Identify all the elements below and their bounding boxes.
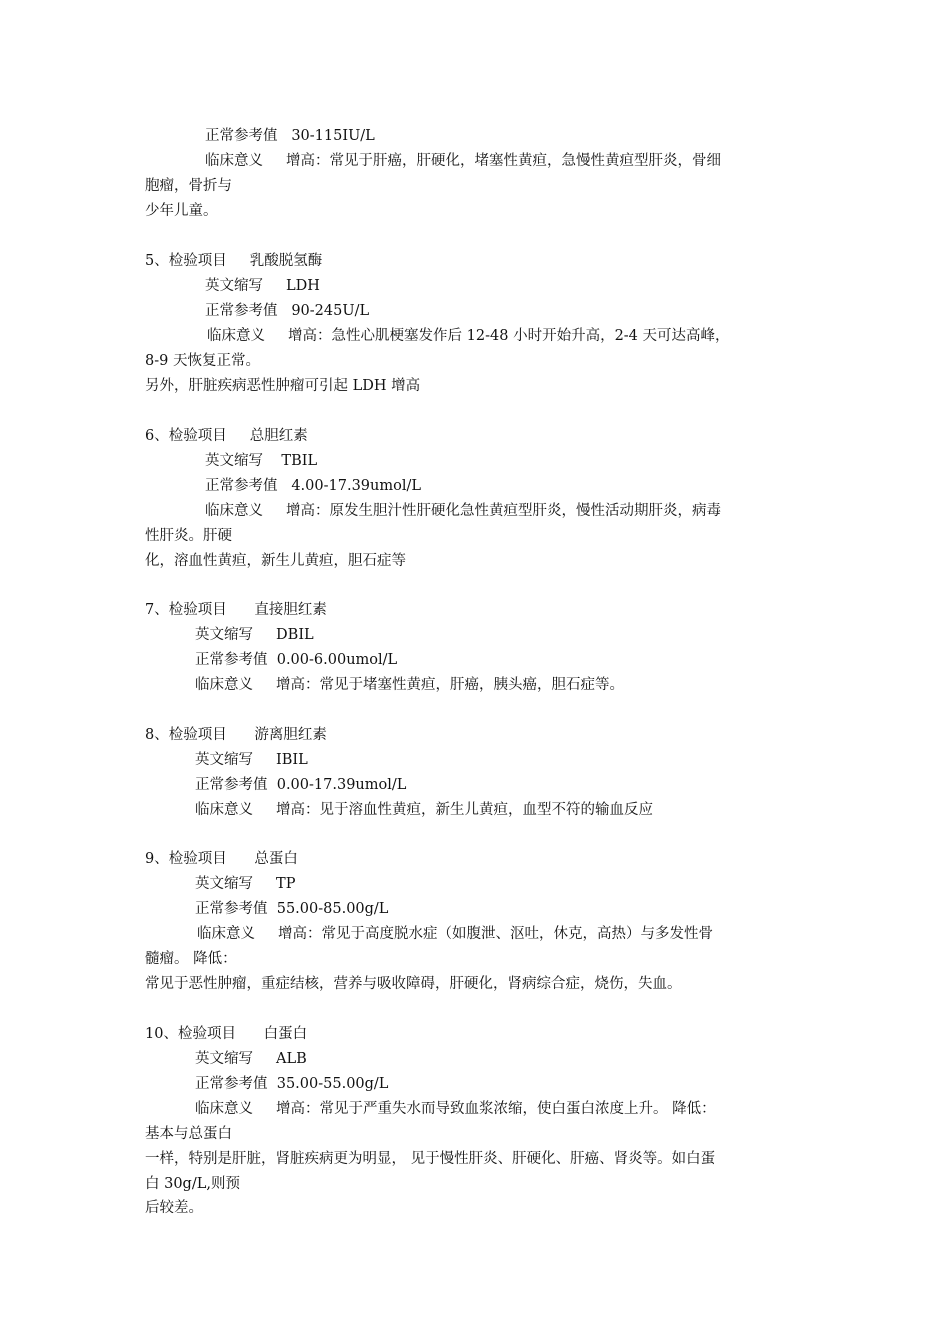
text-line: 8-9 天恢复正常。 [145, 353, 260, 369]
section-heading: 6、检验项目 总胆红素 [145, 428, 308, 444]
text-line: 胞瘤，骨折与 [145, 178, 232, 194]
text-line: 一样，特别是肝脏，肾脏疾病更为明显， 见于慢性肝炎、肝硬化、肝癌、肾炎等。如白蛋 [145, 1151, 716, 1167]
text-line: 英文缩写 LDH [205, 278, 320, 294]
text-line: 正常参考值 90-245U/L [205, 303, 370, 319]
text-line: 白 30g/L,则预 [145, 1176, 240, 1192]
section-heading: 5、检验项目 乳酸脱氢酶 [145, 253, 323, 269]
text-line: 英文缩写 TBIL [205, 453, 318, 469]
text-line: 基本与总蛋白 [145, 1126, 232, 1142]
text-line: 临床意义 增高：常见于肝癌，肝硬化，堵塞性黄疸，急慢性黄疸型肝炎，骨细 [205, 153, 722, 169]
text-line: 英文缩写 TP [195, 876, 296, 892]
text-line: 临床意义 增高：急性心肌梗塞发作后 12-48 小时开始升高，2-4 天可达高峰， [207, 328, 730, 344]
section-heading: 10、检验项目 白蛋白 [145, 1026, 308, 1042]
text-line: 英文缩写 DBIL [195, 627, 314, 643]
text-line: 化，溶血性黄疸，新生儿黄疸，胆石症等 [145, 553, 406, 569]
text-line: 另外，肝脏疾病恶性肿瘤可引起 LDH 增高 [145, 378, 421, 394]
text-line: 英文缩写 ALB [195, 1051, 307, 1067]
text-line: 临床意义 增高：原发生胆汁性肝硬化急性黄疸型肝炎，慢性活动期肝炎，病毒 [205, 503, 722, 519]
text-line: 髓瘤。 降低： [145, 951, 237, 967]
text-line: 少年儿童。 [145, 203, 218, 219]
text-line: 性肝炎。肝硬 [145, 528, 232, 544]
text-line: 正常参考值 0.00-6.00umol/L [195, 652, 398, 668]
text-line: 临床意义 增高：常见于堵塞性黄疸，肝癌，胰头癌，胆石症等。 [195, 677, 625, 693]
text-line: 临床意义 增高：常见于严重失水而导致血浆浓缩，使白蛋白浓度上升。 降低： [195, 1101, 716, 1117]
section-heading: 7、检验项目 直接胆红素 [145, 602, 327, 618]
section-heading: 8、检验项目 游离胆红素 [145, 727, 327, 743]
text-line: 正常参考值 4.00-17.39umol/L [205, 478, 421, 494]
text-line: 临床意义 增高：见于溶血性黄疸，新生儿黄疸，血型不符的输血反应 [195, 802, 654, 818]
text-line: 后较差。 [145, 1200, 203, 1216]
text-line: 正常参考值 55.00-85.00g/L [195, 901, 389, 917]
text-line: 正常参考值 30-115IU/L [205, 128, 375, 144]
section-heading: 9、检验项目 总蛋白 [145, 851, 298, 867]
text-line: 正常参考值 35.00-55.00g/L [195, 1076, 389, 1092]
text-line: 常见于恶性肿瘤，重症结核，营养与吸收障碍，肝硬化，肾病综合症，烧伤，失血。 [145, 976, 682, 992]
text-line: 正常参考值 0.00-17.39umol/L [195, 777, 407, 793]
text-line: 英文缩写 IBIL [195, 752, 308, 768]
text-line: 临床意义 增高：常见于高度脱水症（如腹泄、沤吐，休克，高热）与多发性骨 [197, 926, 714, 942]
